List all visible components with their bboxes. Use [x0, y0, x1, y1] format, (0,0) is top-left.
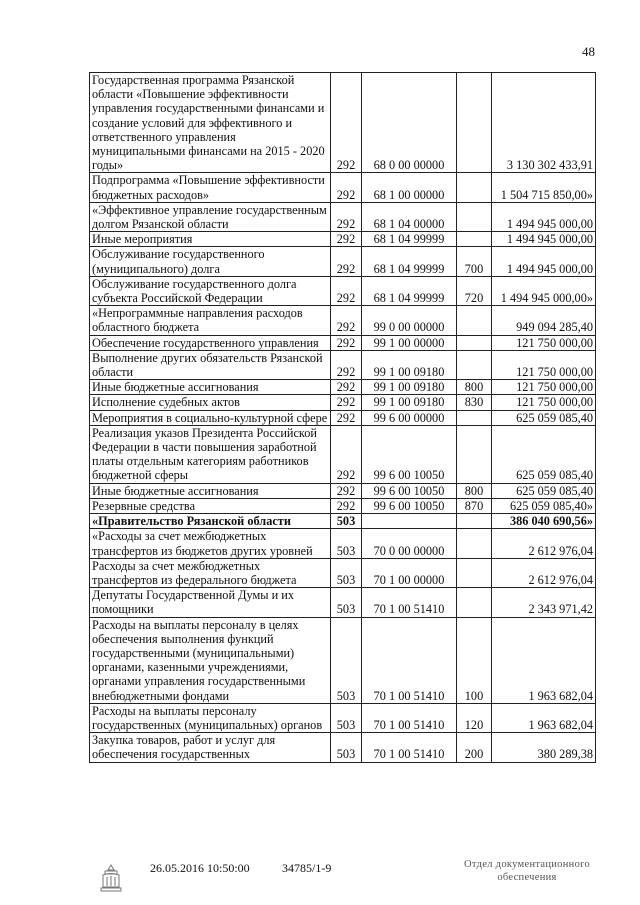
- row-gr-cell: 292: [331, 380, 362, 395]
- row-gr-cell: 503: [331, 733, 362, 762]
- row-gr-cell: 292: [331, 232, 362, 247]
- table-row: [90, 335, 596, 350]
- row-name-cell: Мероприятия в социально-культурной сфере: [90, 410, 331, 425]
- row-vr-cell: [457, 529, 492, 558]
- row-amount-cell: 625 059 085,40: [492, 425, 596, 483]
- row-amount-cell: 1 963 682,04: [492, 617, 596, 703]
- row-gr-cell: 503: [331, 529, 362, 558]
- footer-document-number: 34785/1-9: [282, 861, 332, 875]
- table-row: [90, 558, 596, 587]
- row-name-cell: Расходы за счет межбюджетных трансфертов из федерального бюджета: [90, 558, 331, 587]
- row-name-cell: Закупка товаров, работ и услуг для обеспечения государственных: [90, 733, 331, 762]
- row-gr-cell: 292: [331, 247, 362, 276]
- row-amount-cell: 3 130 302 433,91: [492, 73, 596, 173]
- row-cs-cell: [362, 514, 457, 529]
- row-amount-cell: 1 504 715 850,00»: [492, 173, 596, 202]
- row-amount-cell: 625 059 085,40: [492, 410, 596, 425]
- row-name-cell: «Эффективное управление государственным долгом Рязанской области: [90, 202, 331, 231]
- table-row: [90, 73, 596, 173]
- table-row: [90, 232, 596, 247]
- row-gr-cell: 503: [331, 514, 362, 529]
- row-name-cell: Иные бюджетные ассигнования: [90, 483, 331, 498]
- row-amount-cell: 2 612 976,04: [492, 529, 596, 558]
- row-amount-cell: 380 289,38: [492, 733, 596, 762]
- table-body: [90, 73, 596, 763]
- row-amount-cell: 625 059 085,40»: [492, 498, 596, 513]
- table-row: [90, 380, 596, 395]
- row-cs-cell: 70 1 00 51410: [362, 703, 457, 732]
- row-name-cell: «Непрограммные направления расходов областного бюджета: [90, 306, 331, 335]
- row-gr-cell: 292: [331, 202, 362, 231]
- row-amount-cell: 1 494 945 000,00»: [492, 276, 596, 305]
- building-emblem-icon: [98, 863, 124, 893]
- table-row: [90, 498, 596, 513]
- row-name-cell: Депутаты Государственной Думы и их помощники: [90, 588, 331, 617]
- row-amount-cell: 386 040 690,56»: [492, 514, 596, 529]
- row-cs-cell: 70 1 00 51410: [362, 733, 457, 762]
- row-vr-cell: [457, 173, 492, 202]
- row-gr-cell: 292: [331, 425, 362, 483]
- row-vr-cell: 830: [457, 395, 492, 410]
- row-amount-cell: 2 343 971,42: [492, 588, 596, 617]
- table-row: [90, 733, 596, 762]
- row-gr-cell: 292: [331, 173, 362, 202]
- row-name-cell: Подпрограмма «Повышение эффективности бюджетных расходов»: [90, 173, 331, 202]
- table-row: [90, 410, 596, 425]
- row-cs-cell: 99 1 00 09180: [362, 395, 457, 410]
- row-vr-cell: [457, 335, 492, 350]
- row-gr-cell: 292: [331, 276, 362, 305]
- row-vr-cell: [457, 410, 492, 425]
- table-row: [90, 703, 596, 732]
- page-number: 48: [582, 44, 595, 59]
- table-row: [90, 483, 596, 498]
- row-cs-cell: 99 1 00 09180: [362, 380, 457, 395]
- row-vr-cell: 120: [457, 703, 492, 732]
- row-cs-cell: 70 0 00 00000: [362, 529, 457, 558]
- row-cs-cell: 68 1 04 99999: [362, 276, 457, 305]
- row-cs-cell: 99 1 00 00000: [362, 335, 457, 350]
- footer-department-line-1: Отдел документационного: [463, 859, 591, 870]
- row-vr-cell: [457, 202, 492, 231]
- row-gr-cell: 503: [331, 588, 362, 617]
- row-name-cell: Реализация указов Президента Российской Федерации в части повышения заработной платы отдельным категориям работников бюджетной сферы: [90, 425, 331, 483]
- row-name-cell: Расходы на выплаты персоналу государственных (муниципальных) органов: [90, 703, 331, 732]
- row-cs-cell: 70 1 00 51410: [362, 588, 457, 617]
- row-name-cell: Исполнение судебных актов: [90, 395, 331, 410]
- row-cs-cell: 99 6 00 10050: [362, 483, 457, 498]
- row-cs-cell: 68 1 04 00000: [362, 202, 457, 231]
- row-name-cell: Обеспечение государственного управления: [90, 335, 331, 350]
- row-cs-cell: 68 1 00 00000: [362, 173, 457, 202]
- footer-department-line-2: обеспечения: [497, 872, 557, 883]
- row-amount-cell: 121 750 000,00: [492, 380, 596, 395]
- row-vr-cell: 800: [457, 380, 492, 395]
- footer-department: [452, 858, 602, 884]
- row-amount-cell: 949 094 285,40: [492, 306, 596, 335]
- row-amount-cell: 121 750 000,00: [492, 350, 596, 379]
- row-cs-cell: 68 1 04 99999: [362, 232, 457, 247]
- table-row: [90, 395, 596, 410]
- row-amount-cell: 121 750 000,00: [492, 335, 596, 350]
- table-row: [90, 425, 596, 483]
- row-cs-cell: 70 1 00 51410: [362, 617, 457, 703]
- row-vr-cell: 720: [457, 276, 492, 305]
- row-gr-cell: 503: [331, 558, 362, 587]
- row-amount-cell: 1 494 945 000,00: [492, 247, 596, 276]
- row-vr-cell: 100: [457, 617, 492, 703]
- table-row: [90, 173, 596, 202]
- row-cs-cell: 70 1 00 00000: [362, 558, 457, 587]
- row-gr-cell: 292: [331, 498, 362, 513]
- row-name-cell: Выполнение других обязательств Рязанской области: [90, 350, 331, 379]
- row-name-cell: Расходы на выплаты персоналу в целях обеспечения выполнения функций государственными (муниципальными) органами, казенными учреждениями, органами управления государственными внебюджетными фондами: [90, 617, 331, 703]
- row-gr-cell: 292: [331, 410, 362, 425]
- row-vr-cell: 200: [457, 733, 492, 762]
- table-row: [90, 588, 596, 617]
- row-cs-cell: 99 6 00 10050: [362, 498, 457, 513]
- row-amount-cell: 1 494 945 000,00: [492, 202, 596, 231]
- row-vr-cell: [457, 558, 492, 587]
- row-name-cell: Обслуживание государственного (муниципального) долга: [90, 247, 331, 276]
- row-name-cell: Иные бюджетные ассигнования: [90, 380, 331, 395]
- row-name-cell: Иные мероприятия: [90, 232, 331, 247]
- row-gr-cell: 503: [331, 703, 362, 732]
- row-name-cell: Резервные средства: [90, 498, 331, 513]
- table-row: [90, 276, 596, 305]
- row-name-cell: «Правительство Рязанской области: [90, 514, 331, 529]
- row-gr-cell: 292: [331, 335, 362, 350]
- budget-table: [89, 72, 596, 763]
- row-gr-cell: 292: [331, 350, 362, 379]
- row-vr-cell: [457, 425, 492, 483]
- row-name-cell: Обслуживание государственного долга субъекта Российской Федерации: [90, 276, 331, 305]
- row-vr-cell: 700: [457, 247, 492, 276]
- row-gr-cell: 292: [331, 395, 362, 410]
- row-cs-cell: 68 1 04 99999: [362, 247, 457, 276]
- row-cs-cell: 99 0 00 00000: [362, 306, 457, 335]
- row-vr-cell: [457, 350, 492, 379]
- table-row: [90, 617, 596, 703]
- row-cs-cell: 99 6 00 00000: [362, 410, 457, 425]
- row-vr-cell: [457, 73, 492, 173]
- row-amount-cell: 2 612 976,04: [492, 558, 596, 587]
- row-gr-cell: 503: [331, 617, 362, 703]
- table-row: [90, 350, 596, 379]
- table-row: [90, 202, 596, 231]
- row-vr-cell: [457, 514, 492, 529]
- row-vr-cell: 870: [457, 498, 492, 513]
- row-amount-cell: 1 494 945 000,00: [492, 232, 596, 247]
- row-vr-cell: [457, 588, 492, 617]
- row-gr-cell: 292: [331, 306, 362, 335]
- footer-date: 26.05.2016 10:50:00: [150, 861, 250, 875]
- table-row: [90, 514, 596, 529]
- row-gr-cell: 292: [331, 483, 362, 498]
- row-amount-cell: 121 750 000,00: [492, 395, 596, 410]
- table-row: [90, 529, 596, 558]
- page-footer: [0, 858, 640, 898]
- row-amount-cell: 625 059 085,40: [492, 483, 596, 498]
- row-cs-cell: 68 0 00 00000: [362, 73, 457, 173]
- table-row: [90, 306, 596, 335]
- table-row: [90, 247, 596, 276]
- row-name-cell: «Расходы за счет межбюджетных трансфертов из бюджетов других уровней: [90, 529, 331, 558]
- row-gr-cell: 292: [331, 73, 362, 173]
- row-vr-cell: [457, 306, 492, 335]
- row-vr-cell: [457, 232, 492, 247]
- row-vr-cell: 800: [457, 483, 492, 498]
- row-amount-cell: 1 963 682,04: [492, 703, 596, 732]
- row-name-cell: Государственная программа Рязанской области «Повышение эффективности управления государственными финансами и создание условий для эффективного и ответственного управления муниципальными финансами на 2015 - 2020 годы»: [90, 73, 331, 173]
- row-cs-cell: 99 6 00 10050: [362, 425, 457, 483]
- row-cs-cell: 99 1 00 09180: [362, 350, 457, 379]
